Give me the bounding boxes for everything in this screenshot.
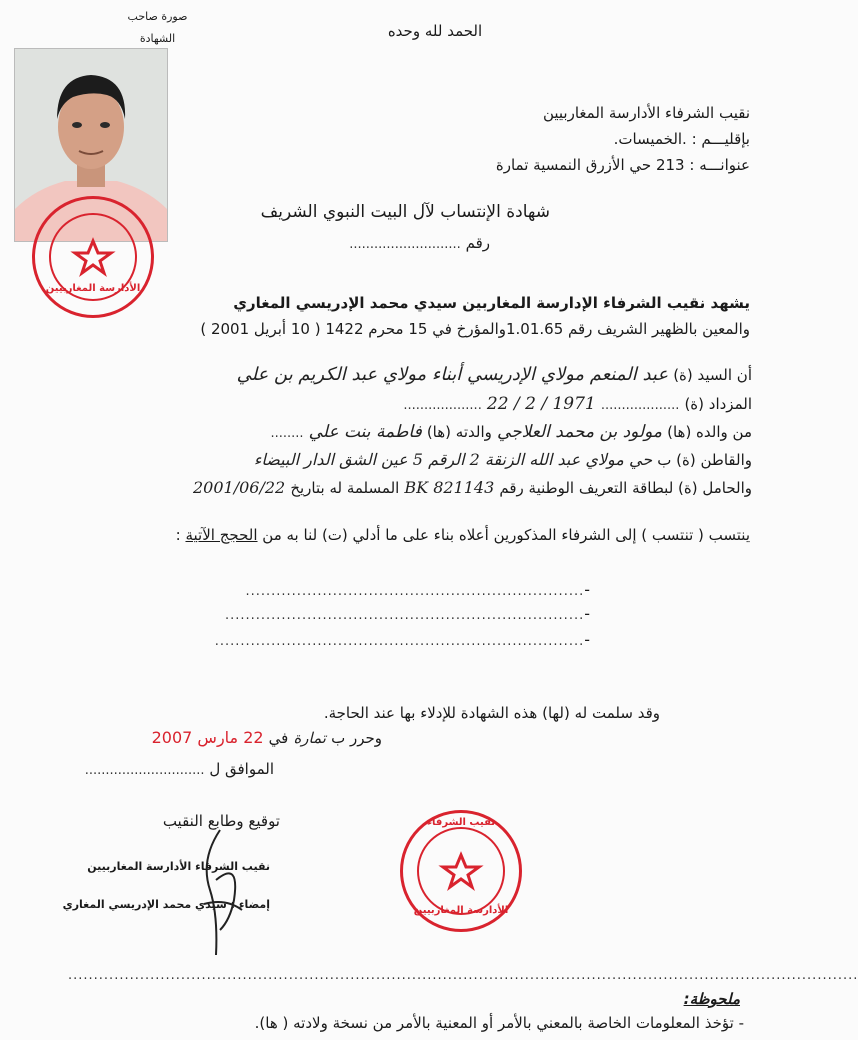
written-date-value: 22 مارس 2007 [151, 728, 264, 747]
org-title: نقيب الشرفاء الأدارسة المغاربيين [542, 104, 750, 122]
header-praise: الحمد لله وحده [387, 22, 483, 40]
field-mother-label: والدته (ها) [426, 423, 492, 441]
field-parents-row [80, 422, 752, 448]
field-resident-row [0, 450, 752, 476]
number-label: رقم [465, 234, 490, 252]
photo-caption [110, 6, 205, 50]
field-holder-row [60, 478, 752, 504]
evidence-dash-3: - [584, 630, 590, 649]
evidence-dash-2: - [584, 604, 590, 623]
number-row [330, 234, 490, 252]
signature-label: توقيع وطابع النقيب [162, 812, 280, 830]
field-holder-label: والحامل (ة) لبطاقة التعريف الوطنية رقم [499, 479, 752, 497]
belongs-line-a: ينتسب ( تنتسب ) إلى الشرفاء المذكورين أعلاه بناء على ما أدلي (ت) لنا به من [262, 526, 750, 544]
written-in-label: في [268, 729, 289, 747]
testify-line: يشهد نقيب الشرفاء الإدارسة المغاربين سيدي محمد الإدريسي المغاري [233, 294, 750, 312]
photo-caption-line1: صورة صاحب [127, 10, 188, 23]
address-line: عنوانـــه : 213 حي الأزرق النمسية تمارة [495, 156, 750, 174]
decree-line: والمعين بالظهير الشريف رقم 1.01.65والمؤرخ في 15 محرم 1422 ( 10 أبريل 2001 ) [200, 320, 750, 338]
star-icon [73, 239, 113, 275]
field-issued-value: 2001/06/22 [193, 478, 286, 497]
field-born-row [160, 394, 752, 420]
stamp-left [32, 196, 154, 318]
field-mister-row [0, 364, 752, 394]
field-father-value: مولود بن محمد العلاجي [496, 422, 663, 442]
field-holder-value: BK 821143 [404, 478, 495, 497]
field-issued-label: المسلمة له بتاريخ [290, 479, 400, 497]
belongs-line-b: الحجج الآتية [185, 526, 258, 544]
corresponding-row [60, 760, 274, 778]
bottom-divider-dots: .......................................................................................................................................................... [68, 968, 858, 983]
stamp-right-bottom-text: الأدارسة المغاربيين [413, 905, 509, 916]
field-born-label: المزداد (ة) [684, 395, 752, 413]
evidence-line-3 [214, 630, 590, 649]
belongs-line [60, 526, 750, 544]
delivered-line: وقد سلمت له (لها) هذه الشهادة للإدلاء بها عند الحاجة. [323, 704, 660, 722]
stamp-right-top-text: نقيب الشرفاء [426, 817, 496, 828]
certificate-title: شهادة الإنتساب لآل البيت النبوي الشريف [260, 202, 550, 222]
field-born-dots-a: ................... [600, 398, 680, 413]
evidence-dash-1: - [584, 580, 590, 599]
region-line: بإقليـــم : .الخميسات. [613, 130, 750, 148]
signature-name: إمضاء : سيدي محمد الإدريسي المغاري [62, 898, 270, 911]
corresponding-label: الموافق ل [209, 760, 274, 778]
field-mother-dots: ........ [270, 426, 304, 441]
field-resident-label: والقاطن (ة) ب [657, 451, 752, 469]
stamp-right [400, 810, 522, 932]
corresponding-dots: ............................. [84, 763, 205, 778]
evidence-dots-2: ...................................................................... [224, 608, 585, 623]
note-text: - تؤخذ المعلومات الخاصة بالمعني بالأمر أو المعنية بالأمر من نسخة ولادته ( ها). [254, 1014, 744, 1032]
field-born-value: 1971 / 2 / 22 [486, 394, 596, 414]
signature-org: نقيب الشرفاء الأدارسة المغاربيين [87, 860, 270, 873]
evidence-line-2 [224, 604, 590, 623]
field-mister-value: عبد المنعم مولاي الإدريسي أبناء مولاي عبد الكريم بن علي [236, 364, 669, 385]
evidence-line-1 [245, 580, 590, 599]
field-father-label: من والده (ها) [667, 423, 752, 441]
star-icon [441, 853, 481, 889]
written-row [40, 728, 382, 754]
signature-scribble-icon [190, 820, 250, 960]
written-at-label: وحرر ب [331, 729, 382, 747]
belongs-line-c: : [175, 526, 181, 544]
evidence-dots-3: ........................................................................ [214, 634, 585, 649]
number-dots: ........................... [349, 237, 461, 252]
field-resident-value: حي مولاي عبد الله الزنقة 2 الرقم 5 عين الشق الدار البيضاء [253, 450, 653, 469]
note-label: ملحوظة: [683, 990, 740, 1008]
stamp-left-bottom-text: الأدارسة المغاربيين [45, 283, 141, 294]
field-mister-label: أن السيد (ة) [673, 366, 752, 384]
field-born-dots-b: ................... [403, 398, 482, 413]
field-mother-value: فاطمة بنت علي [308, 422, 422, 442]
written-at-value: تمارة [293, 729, 326, 747]
evidence-dots-1: .................................................................. [245, 584, 585, 599]
photo-caption-line2: الشهادة [139, 32, 176, 45]
